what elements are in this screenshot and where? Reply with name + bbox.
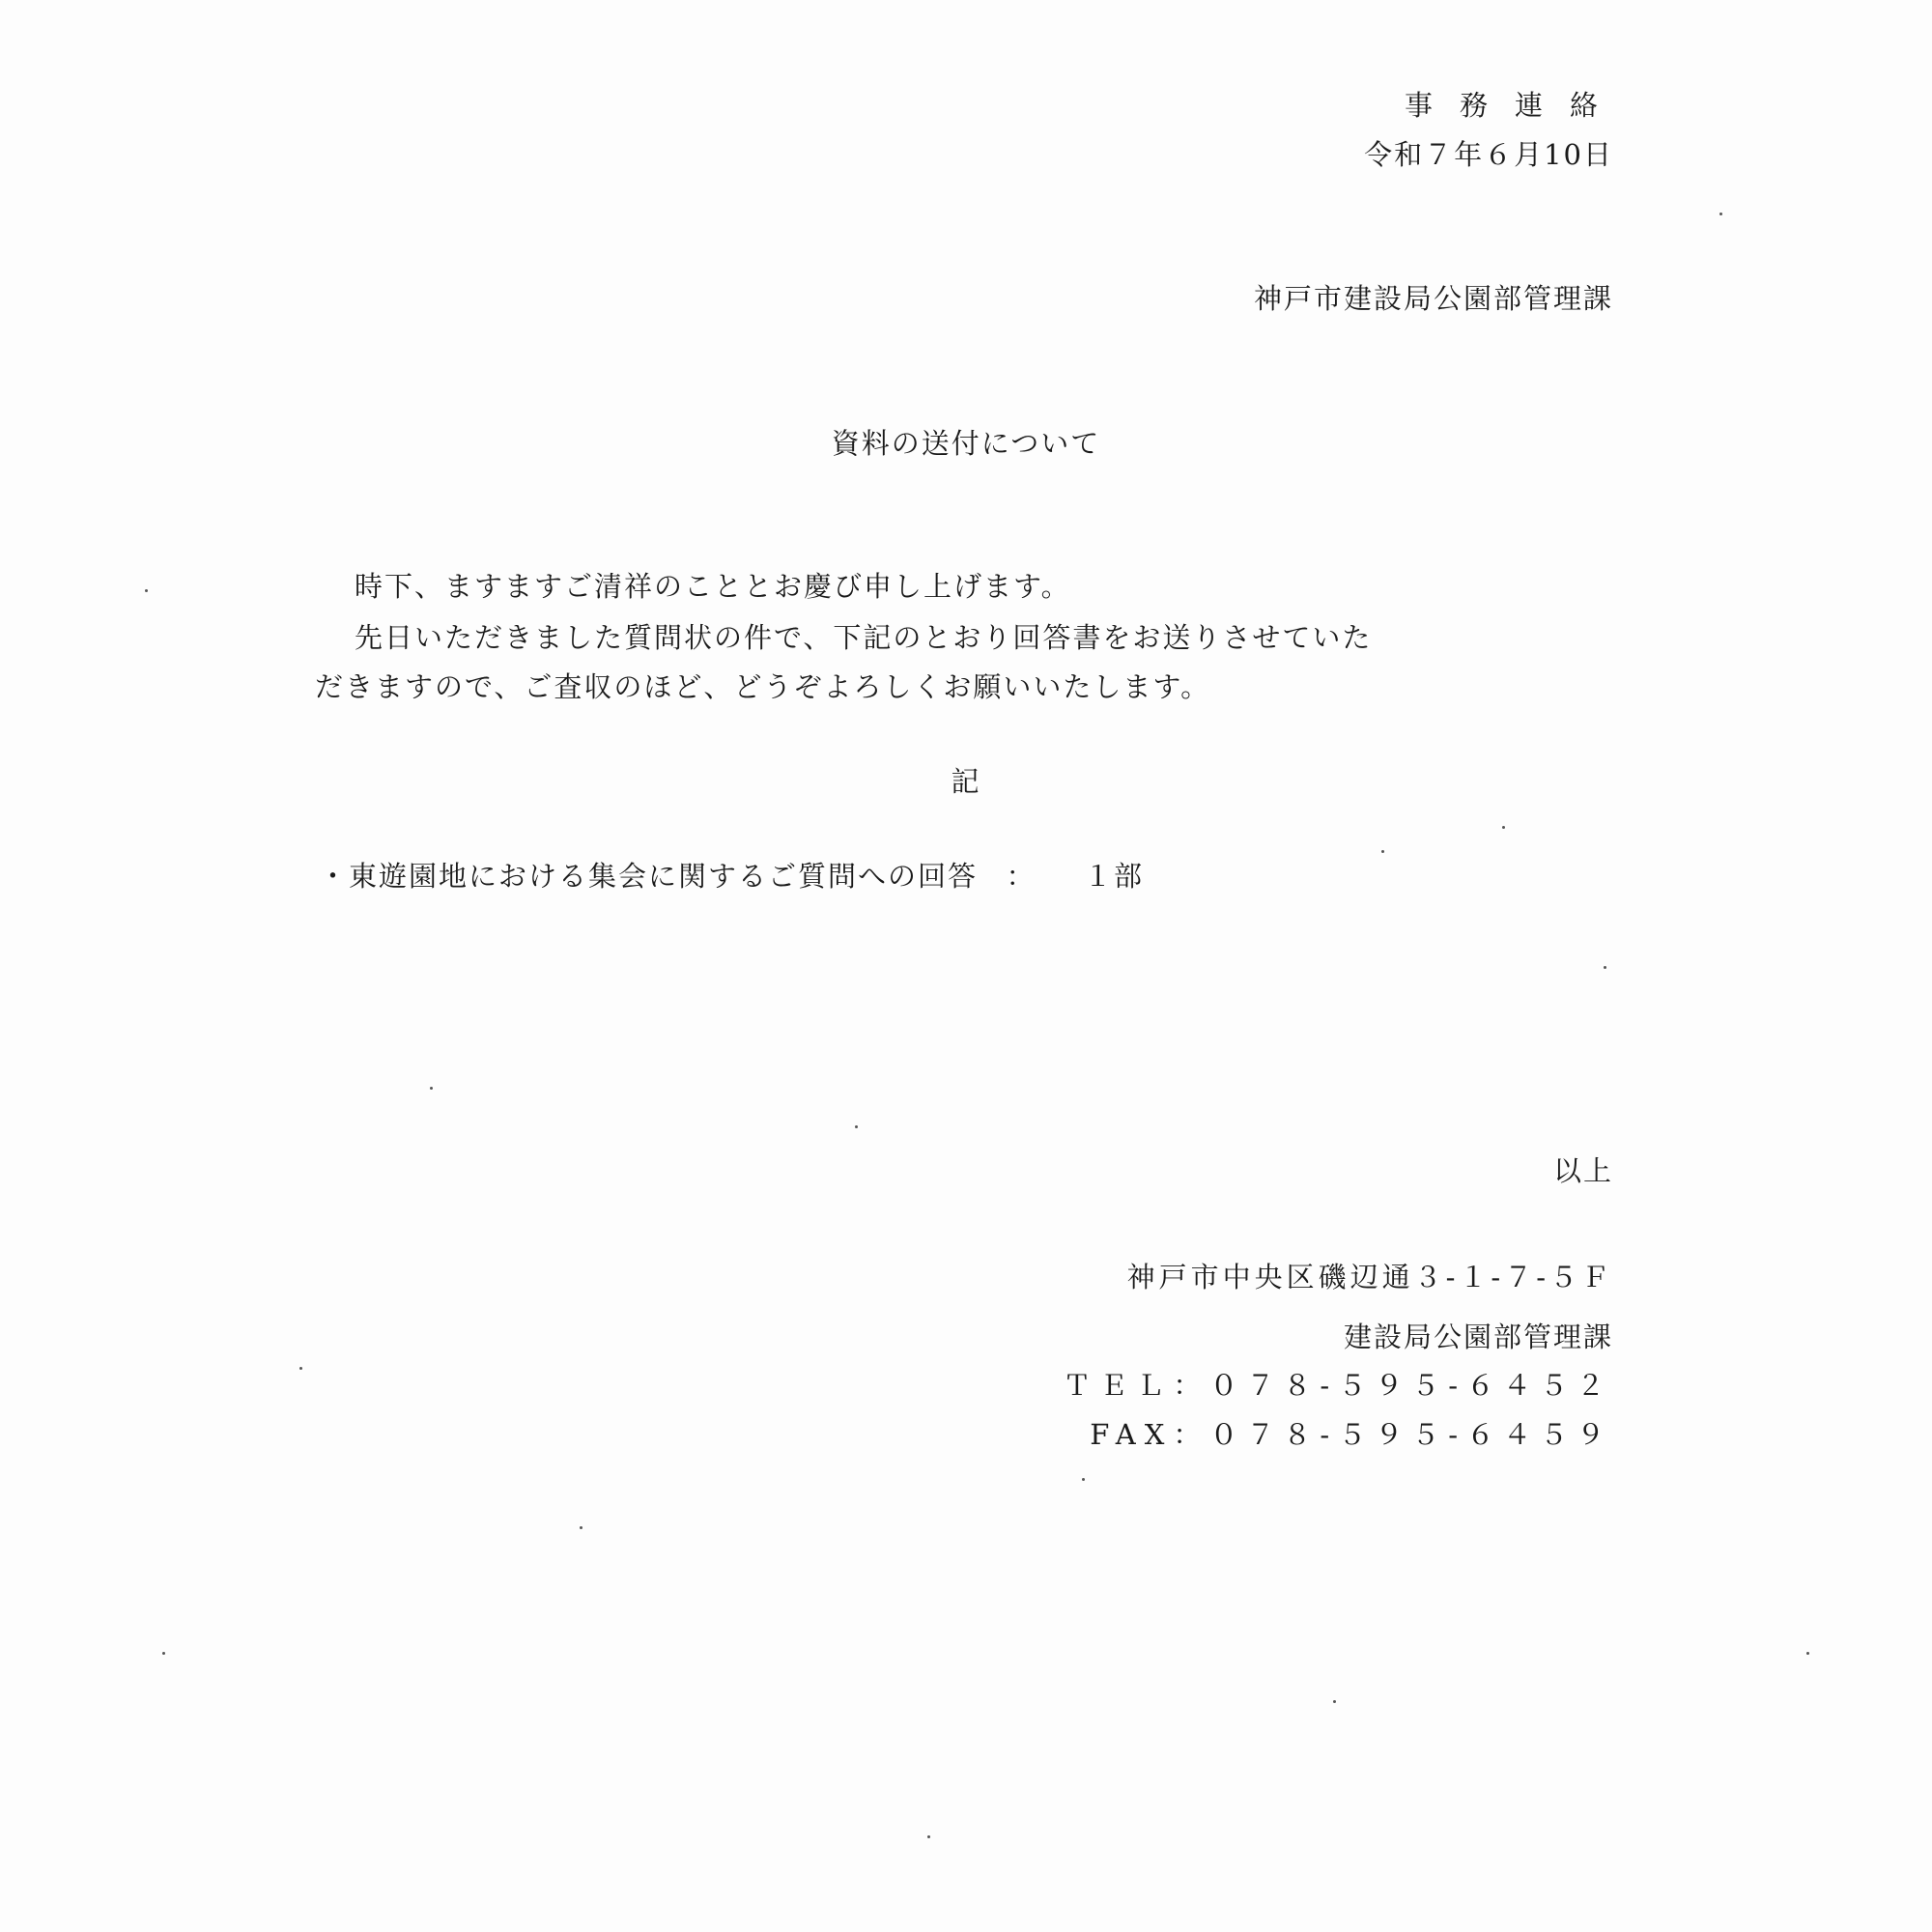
scan-speck <box>855 1125 858 1128</box>
scan-speck <box>145 589 148 592</box>
scan-speck <box>1333 1700 1336 1703</box>
body-line-1: 時下、ますますご清祥のこととお慶び申し上げます。 <box>355 570 1071 603</box>
document-date: 令和７年６月10日 <box>1364 138 1613 171</box>
enclosure-item-label: ・東遊園地における集会に関するご質問への回答 <box>319 860 979 893</box>
scan-speck <box>1082 1478 1085 1481</box>
scan-speck <box>580 1526 582 1529</box>
scan-speck <box>1719 213 1722 215</box>
scan-speck <box>927 1835 930 1838</box>
scan-speck <box>1502 826 1505 829</box>
contact-department: 建設局公園部管理課 <box>1343 1321 1613 1353</box>
contact-fax: FAX：０７８-５９５-６４５９ <box>1090 1418 1613 1451</box>
body-line-3: だきますので、ご査収のほど、どうぞよろしくお願いいたします。 <box>315 670 1211 703</box>
contact-tel: ＴＥＬ：０７８-５９５-６４５２ <box>1063 1369 1613 1402</box>
document-subject: 資料の送付について <box>831 427 1101 460</box>
closing-ijo: 以上 <box>1552 1154 1613 1187</box>
scan-speck <box>430 1087 433 1090</box>
contact-address: 神戸市中央区磯辺通３-１-７-５Ｆ <box>1126 1261 1613 1293</box>
enclosure-item <box>319 860 1145 893</box>
enclosure-item-separator: ： <box>1006 860 1037 893</box>
body-line-2: 先日いただきました質問状の件で、下記のとおり回答書をお送りさせていた <box>355 621 1373 654</box>
ki-heading: 記 <box>951 765 981 798</box>
scan-speck <box>162 1652 165 1655</box>
document-type: 事務連絡 <box>1404 89 1625 122</box>
scan-speck <box>1604 966 1606 969</box>
scan-speck <box>1806 1652 1809 1655</box>
scan-speck <box>1381 850 1384 853</box>
scan-speck <box>299 1367 302 1370</box>
enclosure-item-quantity: １部 <box>1084 860 1145 893</box>
sender-department: 神戸市建設局公園部管理課 <box>1253 282 1613 315</box>
